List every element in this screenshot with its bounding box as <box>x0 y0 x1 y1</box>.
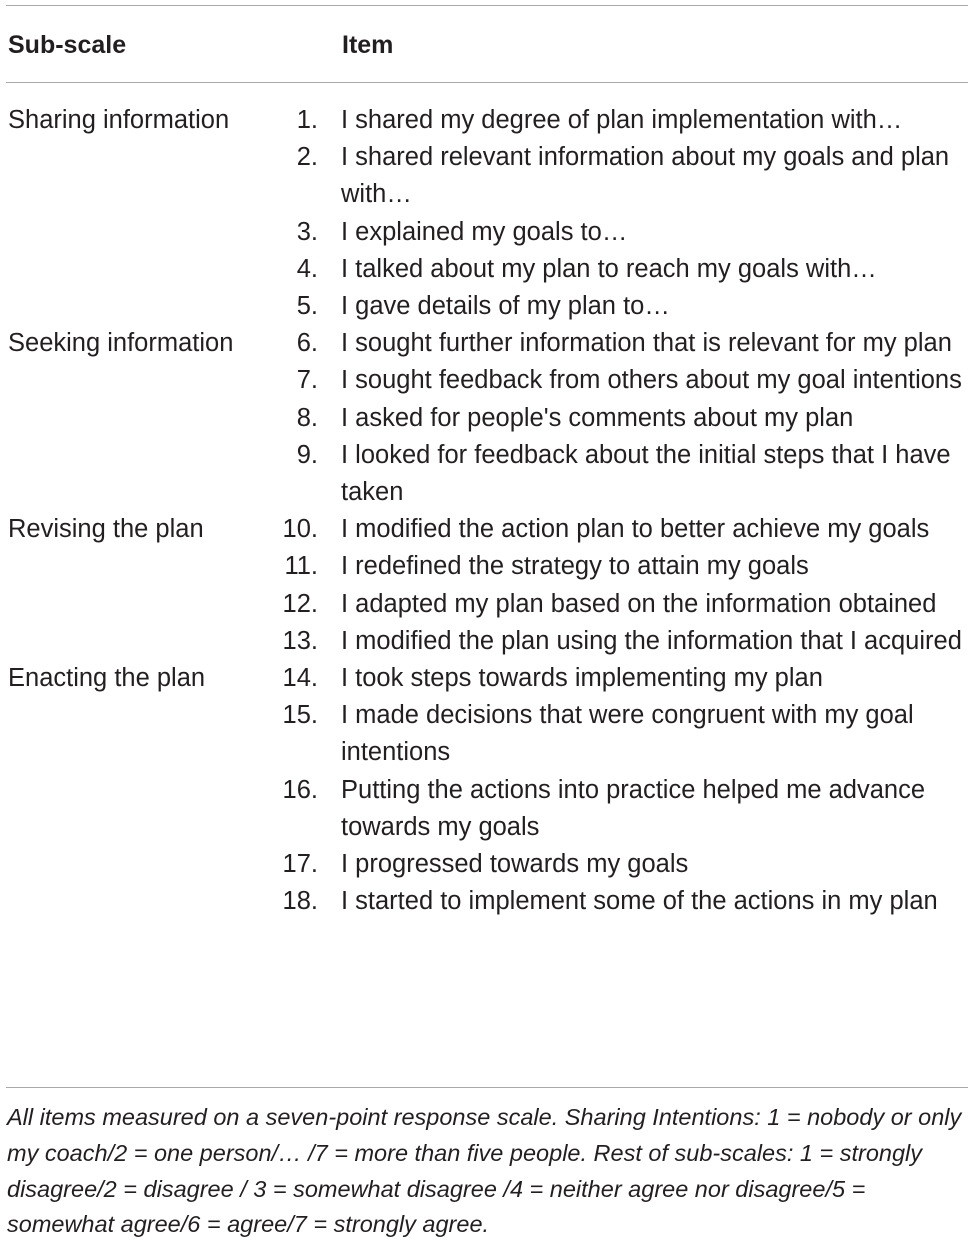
table-row <box>0 883 974 920</box>
table-row <box>0 548 974 585</box>
table-row <box>0 772 974 846</box>
table-body <box>0 102 974 920</box>
item-text: Putting the actions into practice helped me advance towards my goals <box>341 775 926 841</box>
item-text: I made decisions that were congruent with my goal intentions <box>341 701 914 767</box>
subscale-label: Revising the plan <box>8 515 204 544</box>
item-number: 18. <box>282 887 318 916</box>
item-text: I took steps towards implementing my plan <box>341 664 823 693</box>
item-text: I redefined the strategy to attain my goals <box>341 552 809 581</box>
item-number: 16. <box>282 775 318 804</box>
table-top-rule <box>6 5 968 6</box>
header-rule <box>6 82 968 83</box>
item-text: I started to implement some of the actions in my plan <box>341 887 938 916</box>
table-row <box>0 846 974 883</box>
table-row <box>0 362 974 399</box>
item-text: I modified the action plan to better achieve my goals <box>341 515 930 544</box>
item-number: 8. <box>296 403 318 432</box>
table-row <box>0 400 974 437</box>
item-number: 13. <box>282 626 318 655</box>
item-number: 17. <box>282 850 318 879</box>
item-number: 2. <box>296 143 318 172</box>
item-number: 11. <box>284 552 318 581</box>
item-number: 15. <box>282 701 318 730</box>
subscale-label: Seeking information <box>8 329 234 358</box>
item-text: I looked for feedback about the initial steps that I have taken <box>341 440 951 507</box>
item-text: I asked for people's comments about my plan <box>341 403 854 432</box>
column-header-subscale: Sub-scale <box>8 31 127 59</box>
item-text: I talked about my plan to reach my goals with… <box>341 254 877 283</box>
table-row <box>0 660 974 697</box>
item-number: 1. <box>296 106 318 134</box>
item-number: 9. <box>296 440 318 469</box>
item-text: I adapted my plan based on the information obtained <box>341 589 937 618</box>
item-number: 6. <box>296 329 318 358</box>
column-header-item: Item <box>342 31 394 59</box>
item-text: I sought feedback from others about my goal intentions <box>341 366 962 395</box>
item-number: 3. <box>296 217 318 246</box>
table-row <box>0 623 974 660</box>
item-text: I explained my goals to… <box>341 217 628 246</box>
subscale-label: Sharing information <box>8 106 230 134</box>
item-text: I modified the plan using the information that I acquired <box>341 626 962 655</box>
table-row <box>0 251 974 288</box>
table-row <box>0 288 974 325</box>
item-number: 10. <box>282 515 318 544</box>
table-footnote: All items measured on a seven-point response scale. Sharing Intentions: 1 = nobody or only my coach/2 = one person/… /7 = more than five people. Rest of sub-scales: 1 = strongly disagree/2 = disagree / 3 = somewhat disagree /4 = neither agree nor disagree/5 = somewhat agree/6 = agree/7 = strongly agree. <box>7 1104 962 1238</box>
table-row <box>0 139 974 213</box>
item-text: I gave details of my plan to… <box>341 292 670 321</box>
table-bottom-rule <box>6 1087 968 1088</box>
table-row <box>0 511 974 548</box>
item-number: 4. <box>296 254 318 283</box>
table-row <box>0 437 974 511</box>
item-text: I progressed towards my goals <box>341 850 689 879</box>
item-number: 5. <box>296 292 318 321</box>
item-text: I shared relevant information about my goals and plan with… <box>341 143 950 209</box>
item-text: I sought further information that is relevant for my plan <box>341 329 952 358</box>
item-text: I shared my degree of plan implementation with… <box>341 106 903 134</box>
item-number: 7. <box>296 366 318 395</box>
item-number: 14. <box>282 664 318 693</box>
item-number: 12. <box>282 589 318 618</box>
subscale-label: Enacting the plan <box>8 664 206 693</box>
table-row <box>0 697 974 771</box>
table-row <box>0 586 974 623</box>
table-row <box>0 102 974 139</box>
table-row <box>0 325 974 362</box>
table-row <box>0 214 974 251</box>
